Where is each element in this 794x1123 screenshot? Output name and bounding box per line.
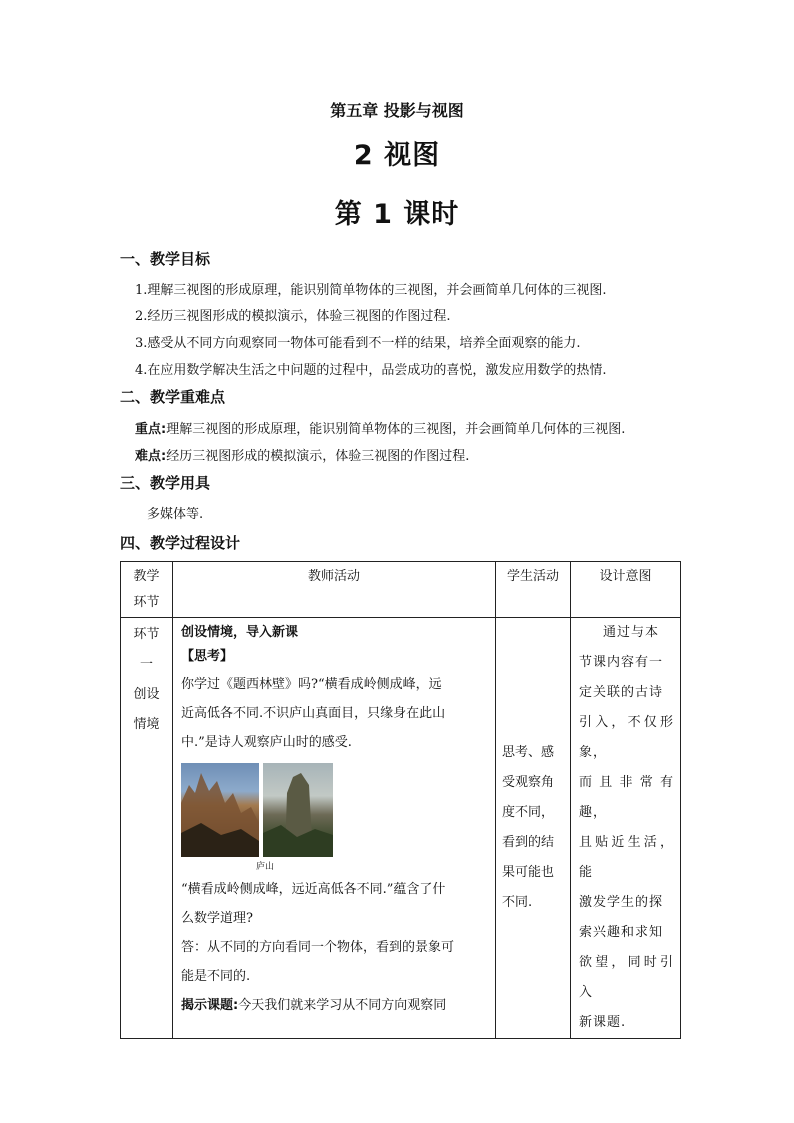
goal-4: 4.在应用数学解决生活之中问题的过程中，品尝成功的喜悦，激发应用数学的热情. — [135, 363, 607, 378]
teacher-activity-cell — [173, 618, 496, 1039]
design-intent-cell — [571, 618, 681, 1039]
intent-line-4: 引入，不仅形象， — [579, 715, 674, 760]
stage-line-4: 情境 — [133, 717, 160, 732]
intent-line-9: 欲望，同时引入 — [579, 955, 674, 1000]
intent-line-1: 通过与本 — [603, 625, 660, 640]
student-line-3: 度不同， — [502, 805, 555, 820]
teacher-heading: 创设情境，导入新课 — [181, 625, 299, 640]
key-point-label: 重点: — [135, 422, 167, 437]
lesson-period: 第 1 课时 — [334, 199, 460, 230]
poem-line-3: 中.”是诗人观察庐山时的感受. — [181, 735, 352, 750]
lushan-photo-1 — [181, 763, 259, 857]
poem-line-2: 近高低各不同.不识庐山真面目，只缘身在此山 — [181, 706, 446, 721]
lushan-photo-2 — [263, 763, 333, 857]
header-student: 学生活动 — [496, 562, 571, 618]
key-point-line — [135, 418, 625, 437]
key-point-text: 理解三视图的形成原理，能识别简单物体的三视图，并会画简单几何体的三视图. — [166, 422, 626, 437]
difficulty-line — [135, 445, 469, 464]
student-line-2: 受观察角 — [502, 775, 555, 790]
reveal-line — [181, 991, 489, 1020]
answer-line-1: 答：从不同的方向看同一个物体，看到的景象可 — [181, 940, 455, 955]
reveal-label: 揭示课题: — [181, 998, 239, 1013]
lushan-photos — [181, 763, 489, 857]
difficulty-label: 难点: — [135, 449, 167, 464]
difficulty-text: 经历三视图形成的模拟演示，体验三视图的作图过程. — [166, 449, 470, 464]
student-line-5: 果可能也 — [502, 865, 555, 880]
stage-line-2: 一 — [139, 657, 153, 672]
stage-line-3: 创设 — [133, 687, 160, 702]
goal-2: 2.经历三视图形成的模拟演示，体验三视图的作图过程. — [135, 309, 451, 324]
poem-line-1: 你学过《题西林壁》吗?“横看成岭侧成峰，远 — [181, 677, 442, 692]
reveal-text: 今天我们就来学习从不同方向观察同 — [238, 998, 447, 1013]
intent-line-8: 索兴趣和求知 — [579, 925, 664, 940]
table-row — [121, 618, 681, 1039]
header-stage-line1: 教学 — [133, 569, 160, 584]
tools-text: 多媒体等. — [147, 507, 204, 522]
answer-line-2: 能是不同的. — [181, 969, 251, 984]
header-teacher: 教师活动 — [173, 562, 496, 618]
header-stage — [121, 562, 173, 618]
question-line-2: 么数学道理? — [181, 911, 253, 926]
header-intent: 设计意图 — [571, 562, 681, 618]
intent-line-6: 且贴近生活，能 — [579, 835, 674, 880]
table-header-row — [121, 562, 681, 618]
intent-line-2: 节课内容有一 — [579, 655, 664, 670]
tools-heading: 三、教学用具 — [120, 474, 211, 492]
think-label: 【思考】 — [181, 649, 234, 664]
student-line-4: 看到的结 — [502, 835, 555, 850]
student-line-1: 思考、感 — [502, 745, 555, 760]
photo-caption: 庐山 — [256, 862, 275, 872]
intent-line-5: 而且非常有趣， — [579, 775, 674, 820]
stage-line-1: 环节 — [133, 627, 160, 642]
goal-3: 3.感受从不同方向观察同一物体可能看到不一样的结果，培养全面观察的能力. — [135, 336, 581, 351]
process-heading: 四、教学过程设计 — [120, 534, 241, 552]
question-line-1: “横看成岭侧成峰，远近高低各不同.”蕴含了什 — [181, 882, 446, 897]
lesson-title: 2 视图 — [353, 140, 441, 171]
key-points-heading: 二、教学重难点 — [120, 388, 226, 406]
intent-line-3: 定关联的古诗 — [579, 685, 664, 700]
chapter-heading: 第五章 投影与视图 — [330, 101, 464, 120]
intent-line-7: 激发学生的探 — [579, 895, 664, 910]
student-activity-cell — [496, 618, 571, 1039]
stage-cell — [121, 618, 173, 1039]
goals-heading: 一、教学目标 — [120, 250, 211, 268]
student-line-6: 不同. — [502, 895, 533, 910]
lesson-design-table — [120, 561, 681, 1039]
intent-line-10: 新课题. — [579, 1015, 627, 1030]
header-stage-line2: 环节 — [133, 595, 160, 610]
goal-1: 1.理解三视图的形成原理，能识别简单物体的三视图，并会画简单几何体的三视图. — [135, 283, 607, 298]
